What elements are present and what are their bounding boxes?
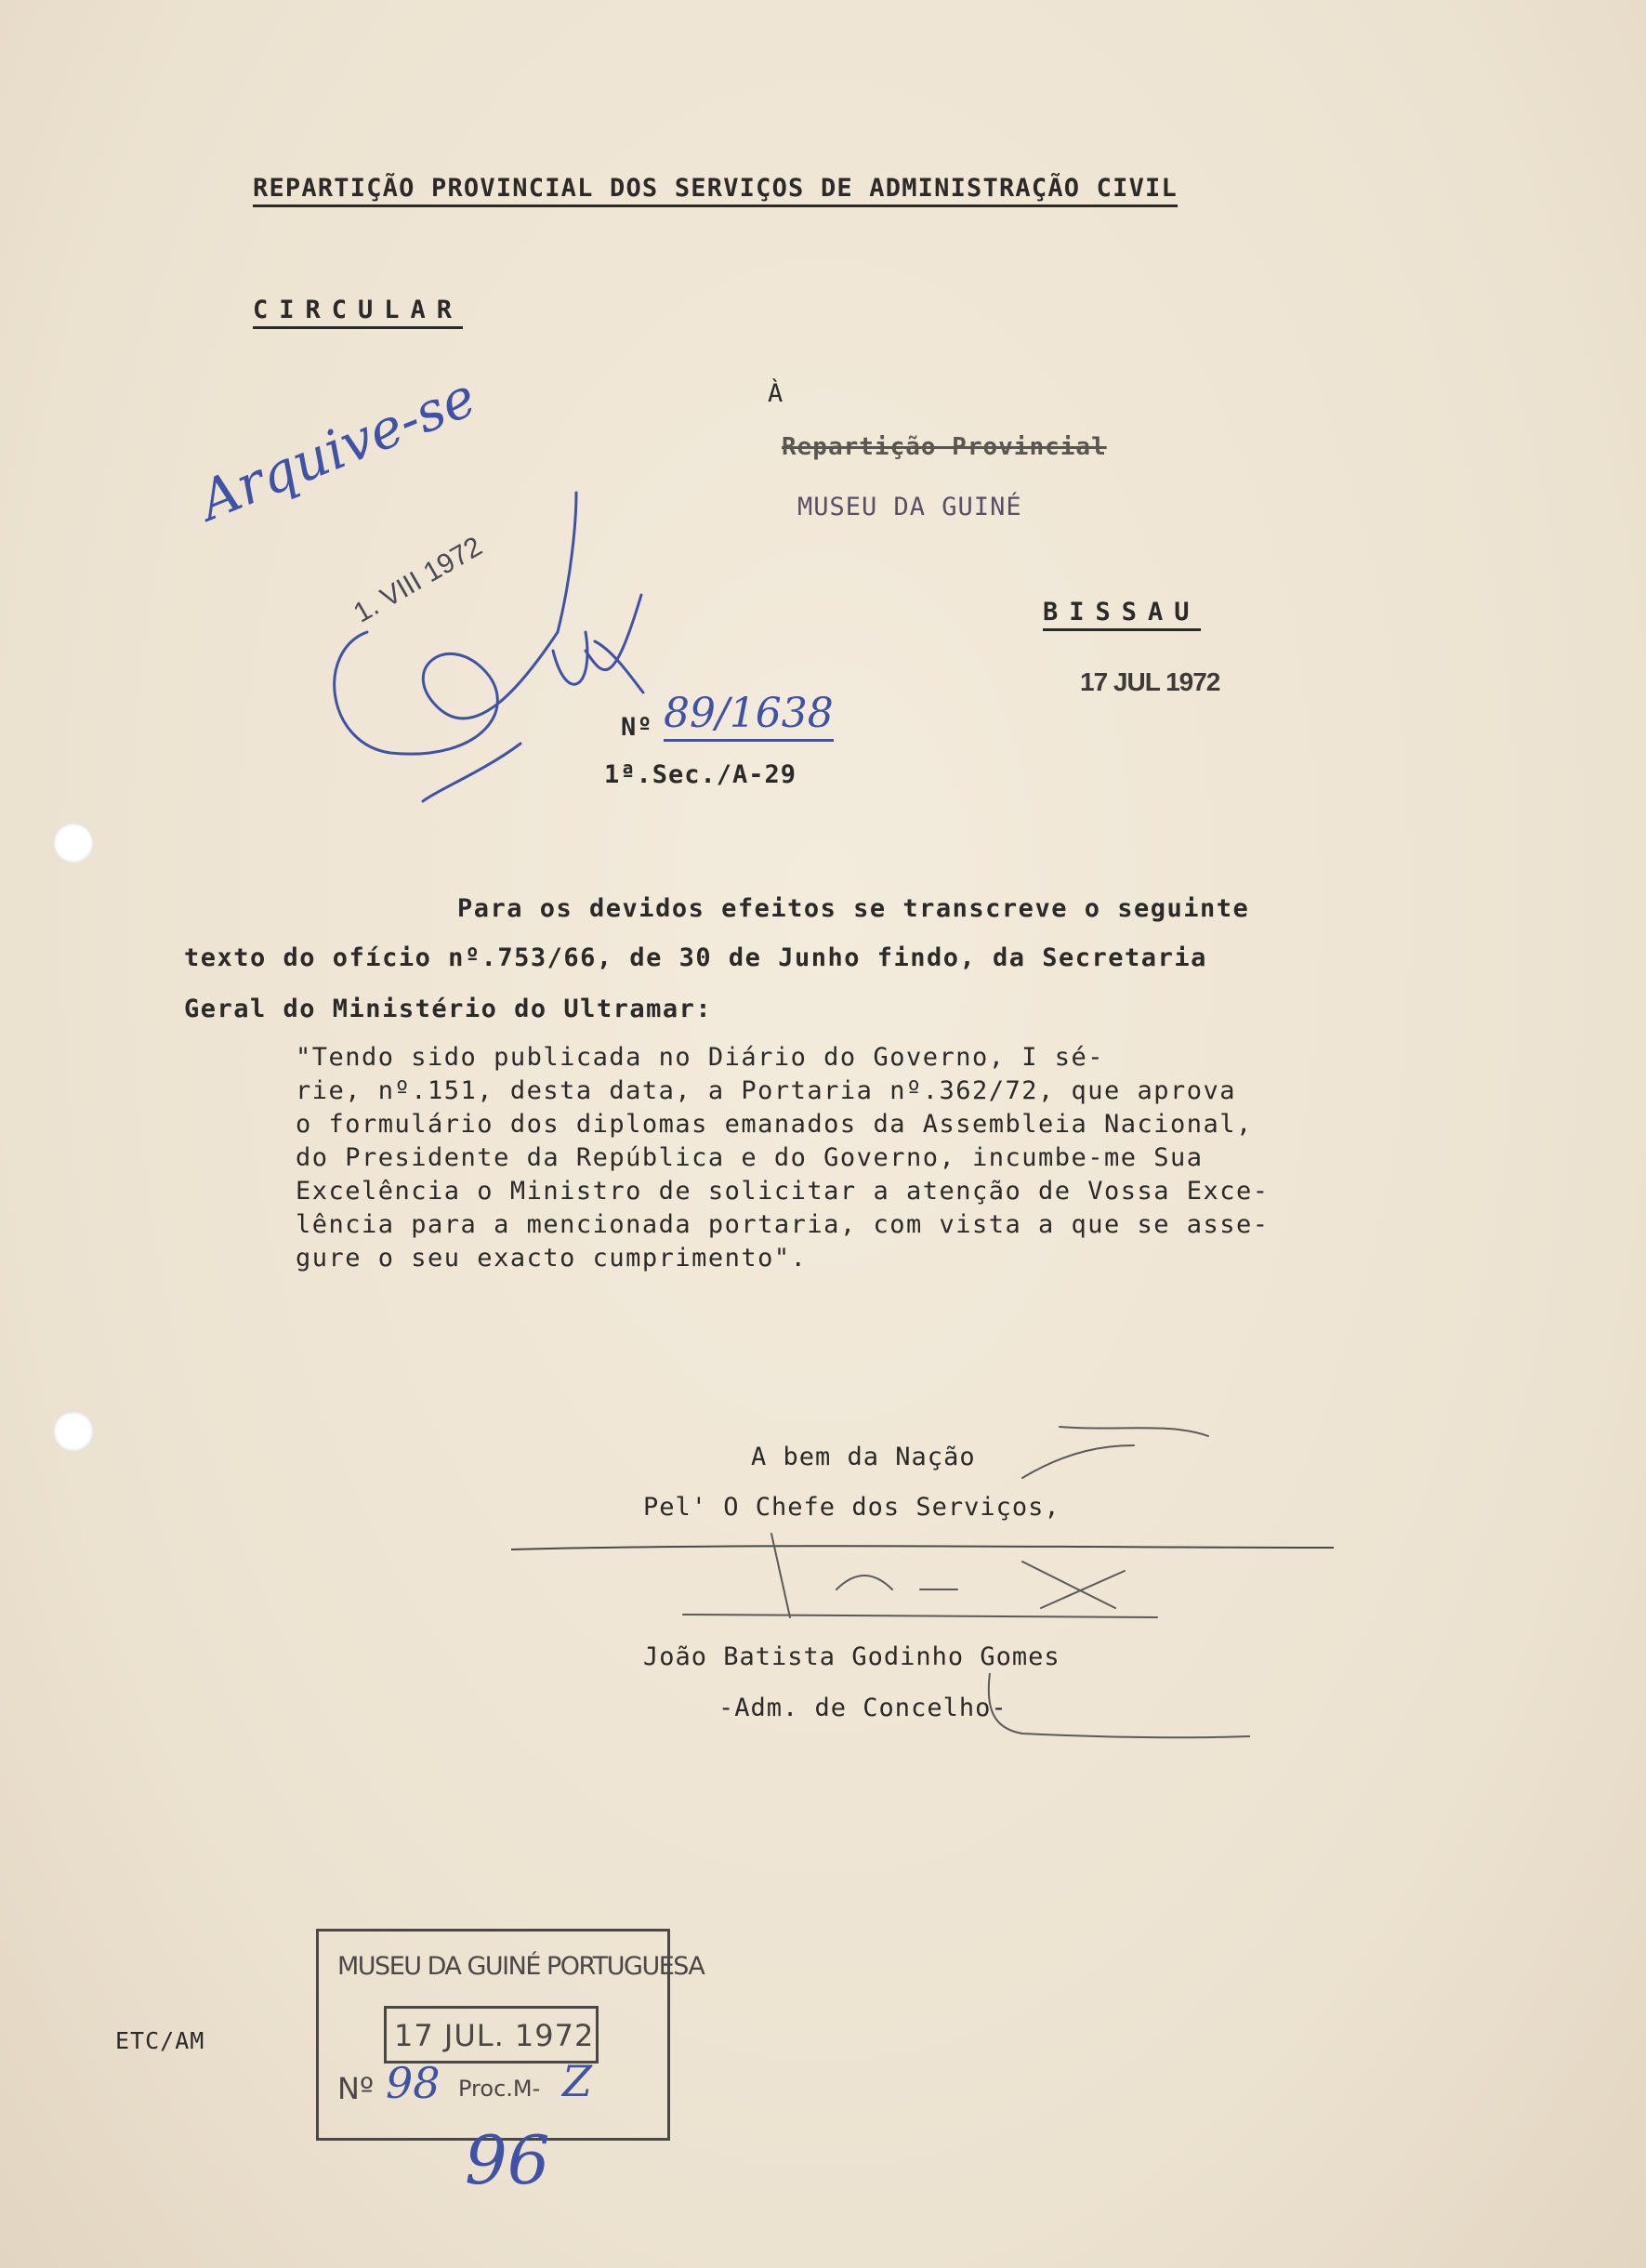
addressee-name: MUSEU DA GUINÉ (797, 493, 1022, 521)
quote-line-2: rie, nº.151, desta data, a Portaria nº.362/72, que aprova (296, 1076, 1237, 1105)
closing-salutation: A bem da Nação (751, 1443, 976, 1471)
signatory-name: João Batista Godinho Gomes (643, 1642, 1060, 1671)
handwritten-archive-note: Arquive-se (191, 364, 485, 534)
body-intro-line-1: Para os devidos efeitos se transcreve o seguinte (457, 894, 1250, 923)
rubric-signature (335, 493, 643, 801)
addressee-prefix: À (768, 379, 784, 408)
stamp-handwritten-number: 96 (465, 2121, 550, 2199)
received-stamp-number-value: 98 (386, 2058, 441, 2108)
quote-line-1: "Tendo sido publicada no Diário do Governo, I sé- (296, 1043, 1105, 1072)
closing-signature (683, 1427, 1208, 1617)
closing-for-chief: Pel' O Chefe dos Serviços, (643, 1493, 1060, 1522)
date-stamp: 17 JUL 1972 (1080, 667, 1220, 696)
body-intro-line-2: texto do ofício nº.753/66, de 30 de Junho findo, da Secretaria (184, 943, 1207, 972)
addressee-city: BISSAU (1043, 598, 1201, 631)
quote-line-5: Excelência o Ministro de solicitar a atenção de Vossa Exce- (296, 1177, 1270, 1206)
reference-number-label: Nº (621, 713, 653, 742)
received-stamp-date: 17 JUL. 1972 (394, 2018, 595, 2053)
received-stamp-proc-label: Proc.M- (458, 2076, 541, 2102)
signature-flourish (989, 1673, 1250, 1737)
received-stamp-institution: MUSEU DA GUINÉ PORTUGUESA (337, 1952, 704, 1981)
closing-dash-line (511, 1546, 1334, 1549)
department-heading: REPARTIÇÃO PROVINCIAL DOS SERVIÇOS DE ADMINISTRAÇÃO CIVIL (253, 174, 1178, 207)
quote-line-7: gure o seu exacto cumprimento". (296, 1244, 808, 1272)
quote-line-3: o formulário dos diplomas emanados da Assembleia Nacional, (296, 1110, 1253, 1139)
handwritten-date-note: 1. VIII 1972 (349, 531, 488, 629)
circular-title: CIRCULAR (253, 296, 463, 329)
signatory-title: -Adm. de Concelho- (718, 1694, 1007, 1722)
received-stamp-number-label: Nº (337, 2071, 375, 2106)
body-intro-line-3: Geral do Ministério do Ultramar: (184, 995, 713, 1023)
quote-line-6: lência para a mencionada portaria, com vista a que se asse- (296, 1210, 1270, 1239)
quote-line-4: do Presidente da República e do Governo, incumbe-me Sua (296, 1143, 1204, 1172)
addressee-struck-line: Repartição Provincial (782, 433, 1107, 461)
received-stamp-proc-value: Z (562, 2056, 592, 2106)
reference-section: 1ª.Sec./A-29 (604, 760, 797, 789)
footer-initials: ETC/AM (115, 2027, 205, 2054)
reference-number-handwritten: 89/1638 (664, 690, 834, 742)
